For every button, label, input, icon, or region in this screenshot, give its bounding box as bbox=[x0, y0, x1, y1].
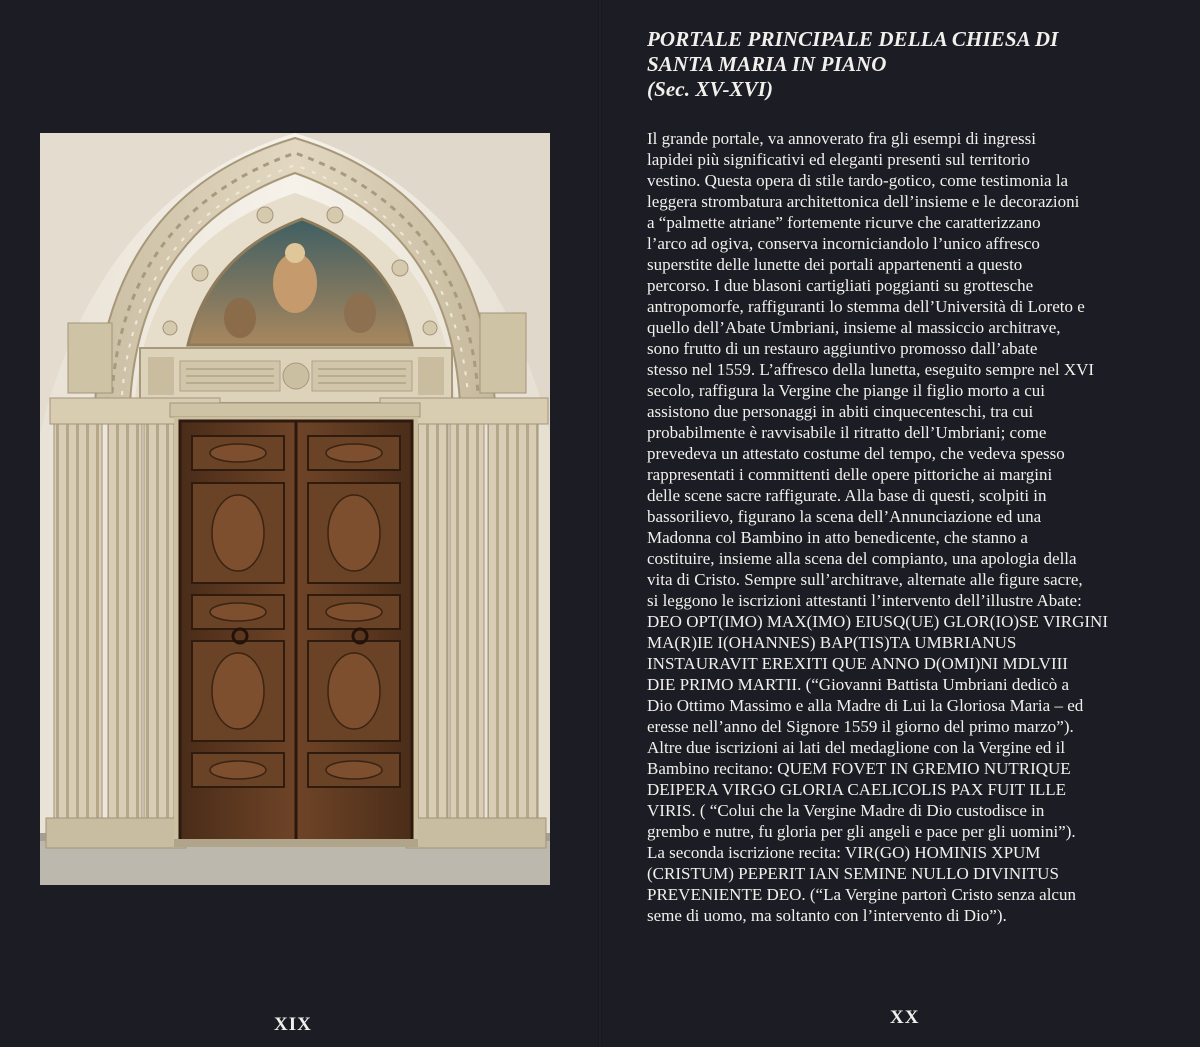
body-line: seme di uomo, ma soltanto con l’intervento di Dio”). bbox=[647, 906, 1007, 925]
body-line: grembo e nutre, fu gloria per gli angeli e pace per gli uomini”). bbox=[647, 822, 1076, 841]
body-line: si leggono le iscrizioni attestanti l’intervento dell’illustre Abate: bbox=[647, 591, 1082, 610]
body-line: antropomorfe, raffiguranti lo stemma dell’Università di Loreto e bbox=[647, 297, 1085, 316]
body-line: INSTAURAVIT EREXITI QUE ANNO D(OMI)NI MDLVIII bbox=[647, 654, 1068, 673]
body-line: PREVENIENTE DEO. (“La Vergine partorì Cristo senza alcun bbox=[647, 885, 1076, 904]
page-number-right: XX bbox=[890, 1007, 920, 1028]
title-line: (Sec. XV-XVI) bbox=[647, 77, 774, 101]
body-line: prevedeva un attestato costume del tempo, che vedeva spesso bbox=[647, 444, 1065, 463]
body-line: quello dell’Abate Umbriani, insieme al massiccio architrave, bbox=[647, 318, 1061, 337]
church-portal-photo-icon bbox=[40, 133, 550, 885]
body-line: bassorilievo, figurano la scena dell’Annunciazione ed una bbox=[647, 507, 1042, 526]
body-line: Bambino recitano: QUEM FOVET IN GREMIO NUTRIQUE bbox=[647, 759, 1071, 778]
body-line: DIE PRIMO MARTII. (“Giovanni Battista Umbriani dedicò a bbox=[647, 675, 1070, 694]
body-line: DEO OPT(IMO) MAX(IMO) EIUSQ(UE) GLOR(IO)SE VIRGINI bbox=[647, 612, 1108, 631]
page-number-left: XIX bbox=[274, 1014, 312, 1035]
title-line: SANTA MARIA IN PIANO bbox=[647, 52, 887, 76]
page-title bbox=[647, 27, 1159, 102]
body-line: superstite delle lunette dei portali appartenenti a questo bbox=[647, 255, 1023, 274]
body-line: a “palmette atriane” fortemente ricurve che caratterizzano bbox=[647, 213, 1041, 232]
body-line: Altre due iscrizioni ai lati del medaglione con la Vergine ed il bbox=[647, 738, 1066, 757]
body-line: vestino. Questa opera di stile tardo-gotico, come testimonia la bbox=[647, 171, 1069, 190]
body-line: percorso. I due blasoni cartigliati poggianti su grottesche bbox=[647, 276, 1034, 295]
body-line: La seconda iscrizione recita: VIR(GO) HOMINIS XPUM bbox=[647, 843, 1041, 862]
church-portal-photo bbox=[40, 133, 550, 885]
text-column bbox=[647, 27, 1159, 926]
body-line: assistono due personaggi in abiti cinquecenteschi, tra cui bbox=[647, 402, 1034, 421]
body-line: MA(R)IE I(OHANNES) BAP(TIS)TA UMBRIANUS bbox=[647, 633, 1017, 652]
body-line: l’arco ad ogiva, conserva incorniciandolo l’unico affresco bbox=[647, 234, 1040, 253]
body-line: stesso nel 1559. L’affresco della lunetta, eseguito sempre nel XVI bbox=[647, 360, 1095, 379]
body-line: DEIPERA VIRGO GLORIA CAELICOLIS PAX FUIT ILLE bbox=[647, 780, 1067, 799]
body-line: Dio Ottimo Massimo e alla Madre di Lui la Gloriosa Maria – ed bbox=[647, 696, 1084, 715]
body-line: costituire, insieme alla scena del compianto, una apologia della bbox=[647, 549, 1077, 568]
page-gutter bbox=[598, 0, 602, 1047]
body-line: leggera strombatura architettonica dell’insieme e le decorazioni bbox=[647, 192, 1080, 211]
body-line: eresse nell’anno del Signore 1559 il giorno del primo marzo”). bbox=[647, 717, 1074, 736]
body-line: probabilmente è ravvisabile il ritratto dell’Umbriani; come bbox=[647, 423, 1047, 442]
body-line: sono frutto di un restauro aggiuntivo promosso dall’abate bbox=[647, 339, 1038, 358]
body-line: rappresentati i committenti delle opere pittoriche ai margini bbox=[647, 465, 1053, 484]
body-line: Madonna col Bambino in atto benedicente, che stanno a bbox=[647, 528, 1028, 547]
title-line: PORTALE PRINCIPALE DELLA CHIESA DI bbox=[647, 27, 1059, 51]
body-line: lapidei più significativi ed eleganti presenti sul territorio bbox=[647, 150, 1030, 169]
body-line: Il grande portale, va annoverato fra gli esempi di ingressi bbox=[647, 129, 1036, 148]
body-line: secolo, raffigura la Vergine che piange il figlio morto a cui bbox=[647, 381, 1045, 400]
body-line: delle scene sacre raffigurate. Alla base di questi, scolpiti in bbox=[647, 486, 1047, 505]
body-line: (CRISTUM) PEPERIT IAN SEMINE NULLO DIVINITUS bbox=[647, 864, 1059, 883]
body-paragraph bbox=[647, 128, 1159, 926]
body-line: vita di Cristo. Sempre sull’architrave, alternate alle figure sacre, bbox=[647, 570, 1083, 589]
body-line: VIRIS. ( “Colui che la Vergine Madre di Dio custodisce in bbox=[647, 801, 1045, 820]
